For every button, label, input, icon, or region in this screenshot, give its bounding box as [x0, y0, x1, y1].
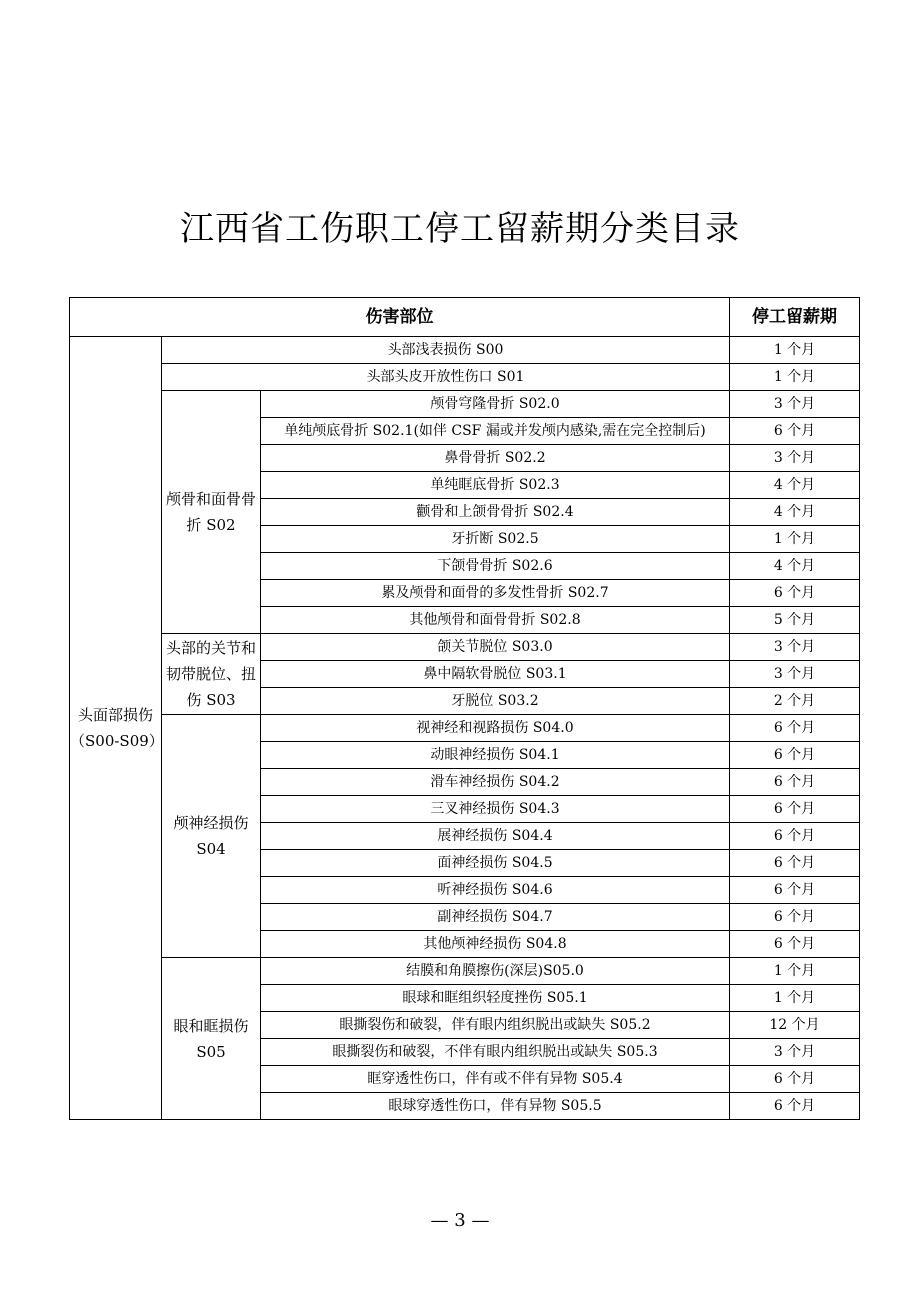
injury-description: 其他颅神经损伤 S04.8	[261, 931, 730, 958]
leave-period: 6 个月	[730, 742, 860, 769]
injury-description: 眼球穿透性伤口，伴有异物 S05.5	[261, 1093, 730, 1120]
injury-description: 头部头皮开放性伤口 S01	[162, 364, 730, 391]
leave-period: 6 个月	[730, 796, 860, 823]
injury-description: 其他颅骨和面骨骨折 S02.8	[261, 607, 730, 634]
injury-description: 视神经和视路损伤 S04.0	[261, 715, 730, 742]
injury-description: 颅骨穹隆骨折 S02.0	[261, 391, 730, 418]
injury-description: 眶穿透性伤口，伴有或不伴有异物 S05.4	[261, 1066, 730, 1093]
leave-period: 6 个月	[730, 769, 860, 796]
leave-period: 1 个月	[730, 985, 860, 1012]
injury-description: 鼻中隔软骨脱位 S03.1	[261, 661, 730, 688]
leave-period: 6 个月	[730, 877, 860, 904]
injury-description: 动眼神经损伤 S04.1	[261, 742, 730, 769]
injury-description: 三叉神经损伤 S04.3	[261, 796, 730, 823]
leave-period: 3 个月	[730, 661, 860, 688]
group-label: 头部的关节和韧带脱位、扭伤 S03	[162, 634, 261, 715]
injury-description: 累及颅骨和面骨的多发性骨折 S02.7	[261, 580, 730, 607]
leave-period: 1 个月	[730, 958, 860, 985]
leave-period: 6 个月	[730, 850, 860, 877]
leave-period: 6 个月	[730, 715, 860, 742]
injury-description: 眼撕裂伤和破裂，伴有眼内组织脱出或缺失 S05.2	[261, 1012, 730, 1039]
injury-description: 头部浅表损伤 S00	[162, 337, 730, 364]
table-row	[70, 958, 860, 985]
leave-period: 3 个月	[730, 445, 860, 472]
leave-period: 4 个月	[730, 499, 860, 526]
injury-description: 牙折断 S02.5	[261, 526, 730, 553]
injury-description: 牙脱位 S03.2	[261, 688, 730, 715]
page-number: — 3 —	[430, 1210, 490, 1231]
leave-period: 4 个月	[730, 472, 860, 499]
leave-period: 3 个月	[730, 1039, 860, 1066]
header-injury-site: 伤害部位	[70, 298, 730, 337]
leave-period: 3 个月	[730, 391, 860, 418]
injury-description: 结膜和角膜擦伤(深层)S05.0	[261, 958, 730, 985]
table-row	[70, 364, 860, 391]
header-leave-period: 停工留薪期	[730, 298, 860, 337]
table-row	[70, 634, 860, 661]
injury-description: 眼撕裂伤和破裂，不伴有眼内组织脱出或缺失 S05.3	[261, 1039, 730, 1066]
leave-period: 6 个月	[730, 418, 860, 445]
group-label: 颅骨和面骨骨折 S02	[162, 391, 261, 634]
table-row	[70, 391, 860, 418]
leave-period: 6 个月	[730, 823, 860, 850]
injury-description: 颌关节脱位 S03.0	[261, 634, 730, 661]
injury-description: 单纯颅底骨折 S02.1(如伴 CSF 漏或并发颅内感染,需在完全控制后)	[261, 418, 730, 445]
injury-description: 眼球和眶组织轻度挫伤 S05.1	[261, 985, 730, 1012]
leave-period: 6 个月	[730, 580, 860, 607]
leave-period: 3 个月	[730, 634, 860, 661]
injury-description: 听神经损伤 S04.6	[261, 877, 730, 904]
injury-description: 颧骨和上颌骨骨折 S02.4	[261, 499, 730, 526]
leave-period: 2 个月	[730, 688, 860, 715]
injury-description: 单纯眶底骨折 S02.3	[261, 472, 730, 499]
leave-period: 6 个月	[730, 931, 860, 958]
leave-period: 6 个月	[730, 1066, 860, 1093]
leave-period: 1 个月	[730, 337, 860, 364]
injury-description: 下颌骨骨折 S02.6	[261, 553, 730, 580]
injury-description: 副神经损伤 S04.7	[261, 904, 730, 931]
injury-description: 滑车神经损伤 S04.2	[261, 769, 730, 796]
injury-description: 鼻骨骨折 S02.2	[261, 445, 730, 472]
leave-period: 6 个月	[730, 1093, 860, 1120]
region-label: 头面部损伤（S00-S09）	[70, 337, 162, 1120]
injury-description: 展神经损伤 S04.4	[261, 823, 730, 850]
leave-period: 5 个月	[730, 607, 860, 634]
document-title: 江西省工伤职工停工留薪期分类目录	[180, 209, 740, 249]
table-row	[70, 337, 860, 364]
table-row	[70, 715, 860, 742]
leave-period: 6 个月	[730, 904, 860, 931]
injury-description: 面神经损伤 S04.5	[261, 850, 730, 877]
leave-period: 4 个月	[730, 553, 860, 580]
classification-table	[69, 297, 860, 1120]
group-label: 颅神经损伤 S04	[162, 715, 261, 958]
leave-period: 1 个月	[730, 364, 860, 391]
group-label: 眼和眶损伤 S05	[162, 958, 261, 1120]
leave-period: 1 个月	[730, 526, 860, 553]
leave-period: 12 个月	[730, 1012, 860, 1039]
